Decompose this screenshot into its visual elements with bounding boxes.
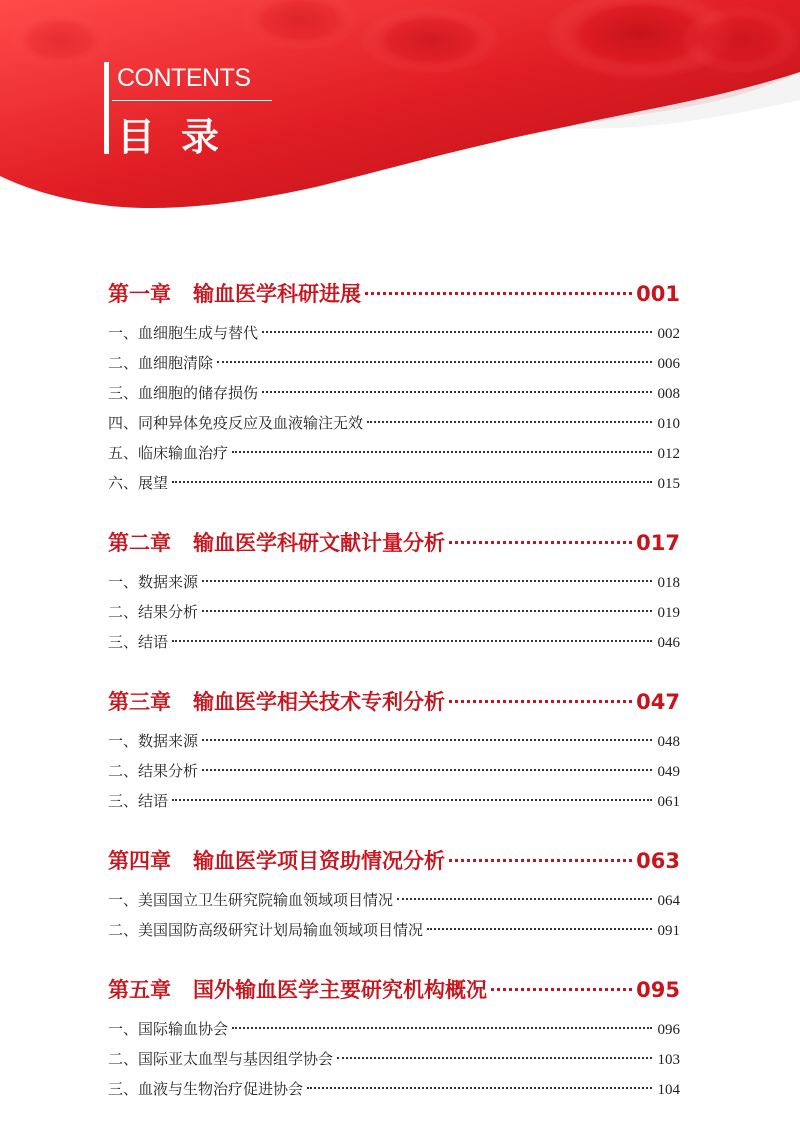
- section-entry[interactable]: [108, 567, 680, 597]
- chapter-number: 第五章: [108, 978, 171, 1002]
- section-entry[interactable]: [108, 468, 680, 498]
- chapter-page: 063: [636, 849, 680, 873]
- chapter-2: [108, 519, 680, 657]
- section-page: 046: [657, 635, 680, 651]
- section-entry[interactable]: [108, 756, 680, 786]
- section-title: 二、结果分析: [108, 603, 199, 621]
- section-title: 五、临床输血治疗: [108, 444, 229, 462]
- chapter-heading[interactable]: [108, 678, 680, 726]
- section-entry[interactable]: [108, 885, 680, 915]
- section-page: 008: [657, 386, 680, 402]
- section-entry[interactable]: [108, 348, 680, 378]
- chapter-heading[interactable]: [108, 837, 680, 885]
- section-title: 一、美国国立卫生研究院输血领域项目情况: [108, 891, 394, 909]
- dot-leader: [397, 898, 651, 900]
- dot-leader: [449, 700, 632, 703]
- section-page: 002: [657, 326, 680, 342]
- section-page: 103: [657, 1052, 680, 1068]
- dot-leader: [202, 610, 651, 612]
- section-title: 三、血液与生物治疗促进协会: [108, 1080, 304, 1098]
- dot-leader: [367, 421, 651, 423]
- dot-leader: [202, 580, 651, 582]
- chapter-title: 国外输血医学主要研究机构概况: [193, 978, 487, 1002]
- chapter-title: 输血医学科研文献计量分析: [193, 531, 445, 555]
- blood-cell-shape: [680, 6, 800, 74]
- dot-leader: [427, 928, 651, 930]
- section-entry[interactable]: [108, 438, 680, 468]
- section-entry[interactable]: [108, 408, 680, 438]
- section-page: 096: [657, 1022, 680, 1038]
- heading-bar: [104, 62, 109, 154]
- chapter-heading[interactable]: [108, 270, 680, 318]
- section-entry[interactable]: [108, 1014, 680, 1044]
- section-title: 四、同种异体免疫反应及血液输注无效: [108, 414, 364, 432]
- section-entry[interactable]: [108, 726, 680, 756]
- chapter-page: 095: [636, 978, 680, 1002]
- dot-leader: [202, 769, 651, 771]
- heading-chinese: 目录: [117, 115, 246, 159]
- section-page: 104: [657, 1082, 680, 1098]
- dot-leader: [172, 481, 651, 483]
- section-page: 064: [657, 893, 680, 909]
- section-title: 一、数据来源: [108, 573, 199, 591]
- section-title: 六、展望: [108, 474, 169, 492]
- section-title: 一、数据来源: [108, 732, 199, 750]
- dot-leader: [172, 640, 651, 642]
- chapter-3: [108, 678, 680, 816]
- chapter-number: 第三章: [108, 690, 171, 714]
- section-page: 048: [657, 734, 680, 750]
- chapter-page: 017: [636, 531, 680, 555]
- section-entry[interactable]: [108, 1074, 680, 1104]
- chapter-page: 047: [636, 690, 680, 714]
- section-entry[interactable]: [108, 915, 680, 945]
- section-page: 049: [657, 764, 680, 780]
- section-entry[interactable]: [108, 318, 680, 348]
- dot-leader: [172, 799, 651, 801]
- chapter-title: 输血医学相关技术专利分析: [193, 690, 445, 714]
- section-entry[interactable]: [108, 597, 680, 627]
- section-entry[interactable]: [108, 786, 680, 816]
- dot-leader: [449, 541, 632, 544]
- section-page: 091: [657, 923, 680, 939]
- chapter-number: 第二章: [108, 531, 171, 555]
- section-page: 018: [657, 575, 680, 591]
- blood-cell-shape: [360, 6, 500, 74]
- dot-leader: [202, 739, 651, 741]
- dot-leader: [337, 1057, 651, 1059]
- section-page: 012: [657, 446, 680, 462]
- section-entry[interactable]: [108, 378, 680, 408]
- blood-cell-shape: [10, 12, 110, 68]
- chapter-5: [108, 966, 680, 1104]
- dot-leader: [491, 988, 632, 991]
- dot-leader: [449, 859, 632, 862]
- chapter-heading[interactable]: [108, 519, 680, 567]
- section-page: 019: [657, 605, 680, 621]
- table-of-contents: [108, 270, 680, 1125]
- heading-english: CONTENTS: [117, 64, 251, 92]
- dot-leader: [232, 451, 651, 453]
- section-entry[interactable]: [108, 1044, 680, 1074]
- section-title: 三、血细胞的储存损伤: [108, 384, 259, 402]
- section-page: 061: [657, 794, 680, 810]
- dot-leader: [307, 1087, 651, 1089]
- section-page: 010: [657, 416, 680, 432]
- dot-leader: [217, 361, 651, 363]
- chapter-title: 输血医学科研进展: [193, 282, 361, 306]
- dot-leader: [262, 331, 651, 333]
- chapter-page: 001: [636, 282, 680, 306]
- chapter-1: [108, 270, 680, 498]
- section-title: 三、结语: [108, 633, 169, 651]
- dot-leader: [262, 391, 651, 393]
- dot-leader: [365, 292, 632, 295]
- section-title: 二、美国国防高级研究计划局输血领域项目情况: [108, 921, 424, 939]
- section-title: 二、结果分析: [108, 762, 199, 780]
- heading-divider: [112, 100, 272, 101]
- section-page: 006: [657, 356, 680, 372]
- chapter-number: 第一章: [108, 282, 171, 306]
- section-title: 一、血细胞生成与替代: [108, 324, 259, 342]
- chapter-title: 输血医学项目资助情况分析: [193, 849, 445, 873]
- section-title: 一、国际输血协会: [108, 1020, 229, 1038]
- chapter-4: [108, 837, 680, 945]
- section-entry[interactable]: [108, 627, 680, 657]
- dot-leader: [232, 1027, 651, 1029]
- chapter-heading[interactable]: [108, 966, 680, 1014]
- section-title: 二、血细胞清除: [108, 354, 214, 372]
- section-title: 三、结语: [108, 792, 169, 810]
- section-title: 二、国际亚太血型与基因组学协会: [108, 1050, 334, 1068]
- chapter-number: 第四章: [108, 849, 171, 873]
- header-banner: [0, 0, 800, 230]
- section-page: 015: [657, 476, 680, 492]
